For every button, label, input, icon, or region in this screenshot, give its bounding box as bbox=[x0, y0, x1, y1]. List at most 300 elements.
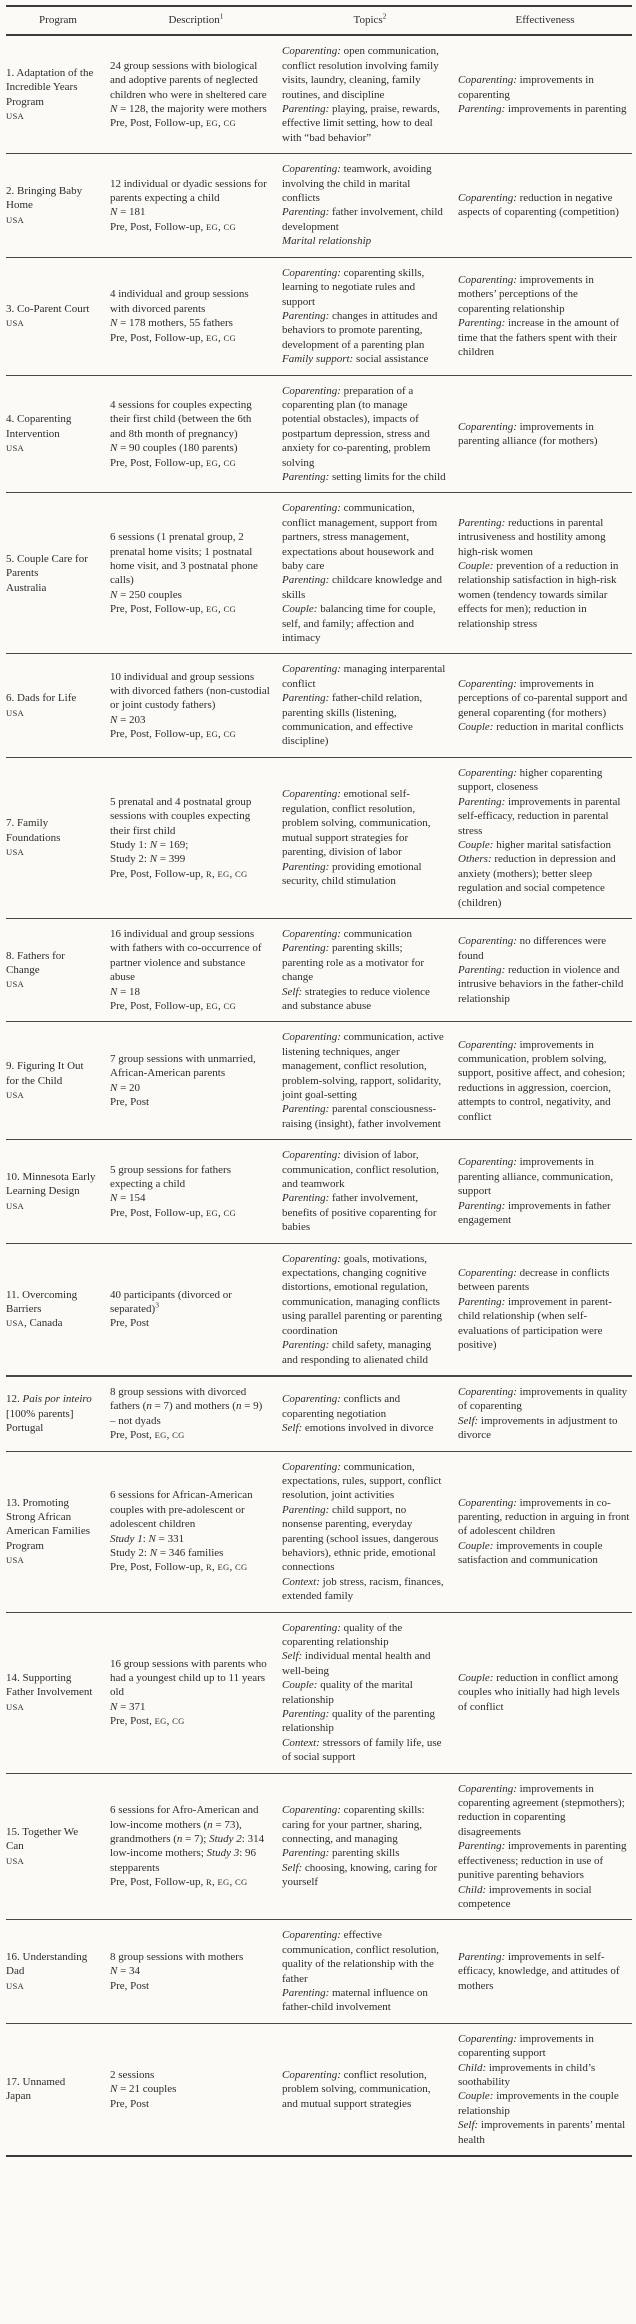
small-caps-text: R bbox=[205, 1877, 212, 1888]
italic-text: N bbox=[110, 985, 118, 998]
text-run: Pre, Post bbox=[110, 1096, 150, 1109]
italic-text: N bbox=[110, 1965, 118, 1978]
small-caps-text: CG bbox=[234, 1562, 248, 1573]
text-run: reduction in negative aspects of coparenting (competition) bbox=[458, 192, 619, 219]
topics-cell bbox=[282, 154, 458, 257]
text-run: = 181 bbox=[117, 206, 146, 219]
text-run: Portugal bbox=[6, 1421, 44, 1434]
program-cell bbox=[6, 1612, 110, 1773]
paragraph bbox=[282, 941, 446, 984]
small-caps-text: EG bbox=[154, 1716, 167, 1727]
text-run: Pre, Post, Follow-up, bbox=[110, 1206, 206, 1219]
small-caps-text: CG bbox=[223, 332, 236, 343]
description-cell bbox=[110, 1140, 282, 1243]
effectiveness-cell bbox=[458, 1243, 632, 1376]
text-run: higher coparenting support, closeness bbox=[458, 766, 603, 794]
paragraph bbox=[282, 205, 446, 234]
paragraph bbox=[6, 316, 98, 330]
text-run: 24 group sessions with biological and adoptive parents of neglected children who were in sheltered care bbox=[110, 59, 267, 101]
italic-text: Self: bbox=[282, 985, 303, 998]
table-row bbox=[6, 154, 632, 257]
italic-text: Parenting: bbox=[282, 1339, 330, 1352]
text-run: 11. Overcoming Barriers bbox=[6, 1288, 78, 1316]
text-run: , bbox=[166, 1715, 173, 1728]
effectiveness-cell bbox=[458, 918, 632, 1021]
paragraph bbox=[282, 1928, 446, 1986]
paragraph bbox=[110, 1714, 270, 1728]
topics-cell bbox=[282, 1376, 458, 1451]
small-caps-text: CG bbox=[223, 729, 236, 740]
text-run: open communication, conflict resolution involving family visits, laundry, cleaning, family routines, and discipline bbox=[282, 45, 439, 101]
small-caps-text: CG bbox=[223, 1207, 236, 1218]
text-run: goals, motivations, expectations, changing cognitive distortions, emotional regulation, communication, managing conflicts using parallel parenting or parenting coordination bbox=[282, 1252, 443, 1337]
text-run: Pre, Post bbox=[110, 2097, 150, 2110]
text-run: 9. Figuring It Out for the Child bbox=[6, 1060, 84, 1087]
description-cell bbox=[110, 757, 282, 918]
text-run: 17. Unnamed bbox=[6, 2075, 66, 2088]
program-cell bbox=[6, 1451, 110, 1612]
italic-text: Parenting: bbox=[458, 1199, 506, 1212]
small-caps-text: EG bbox=[205, 604, 218, 615]
text-run: , bbox=[229, 867, 235, 880]
text-run: setting limits for the child bbox=[329, 470, 446, 483]
paragraph bbox=[110, 852, 270, 866]
italic-text: Coparenting: bbox=[458, 1038, 517, 1051]
text-run: improvements in quality of coparenting bbox=[458, 1385, 628, 1413]
text-run: , bbox=[217, 117, 224, 130]
text-run: Pre, Post, Follow-up, bbox=[110, 220, 206, 233]
paragraph bbox=[458, 420, 630, 449]
table-row bbox=[6, 1451, 632, 1612]
text-run: 16. Understanding Dad bbox=[6, 1950, 88, 1978]
text-run: 13. Promoting Strong African American Families Program bbox=[6, 1496, 91, 1552]
paragraph bbox=[110, 1657, 270, 1700]
italic-text: Coparenting: bbox=[458, 1156, 517, 1169]
paragraph bbox=[458, 838, 630, 852]
description-cell bbox=[110, 1920, 282, 2023]
table-row bbox=[6, 1140, 632, 1243]
text-run: 2. Bringing Baby Home bbox=[6, 184, 83, 212]
effectiveness-cell bbox=[458, 654, 632, 757]
effectiveness-cell bbox=[458, 257, 632, 375]
paragraph bbox=[6, 552, 98, 581]
topics-cell bbox=[282, 1140, 458, 1243]
paragraph bbox=[458, 852, 630, 910]
paragraph bbox=[458, 1155, 630, 1198]
paragraph bbox=[282, 234, 446, 248]
text-run: : 96 stepparents bbox=[110, 1847, 257, 1874]
italic-text: Parenting: bbox=[458, 1295, 506, 1308]
italic-text: Coparenting: bbox=[282, 1929, 341, 1942]
text-run: Australia bbox=[6, 581, 47, 594]
small-caps-text: USA bbox=[6, 1318, 24, 1329]
paragraph bbox=[110, 713, 270, 727]
text-run: 6. Dads for Life bbox=[6, 692, 77, 705]
italic-text: N bbox=[110, 317, 118, 330]
italic-text: Parenting: bbox=[282, 1192, 330, 1205]
text-run: improvements in parenting bbox=[505, 103, 627, 116]
italic-text: Coparenting: bbox=[282, 163, 341, 176]
topics-cell bbox=[282, 1022, 458, 1140]
paragraph bbox=[110, 1803, 270, 1875]
paragraph bbox=[282, 1678, 446, 1707]
italic-text: Coparenting: bbox=[282, 1621, 341, 1634]
italic-text: Self: bbox=[282, 1650, 303, 1663]
italic-text: N bbox=[110, 1192, 118, 1205]
paragraph bbox=[458, 73, 630, 102]
paragraph bbox=[6, 1088, 98, 1102]
text-run: Pre, Post, Follow-up, bbox=[110, 331, 206, 344]
italic-text: N bbox=[110, 2083, 118, 2096]
paragraph bbox=[110, 398, 270, 441]
description-cell bbox=[110, 918, 282, 1021]
table-row bbox=[6, 1920, 632, 2023]
text-run: Effectiveness bbox=[515, 14, 575, 26]
italic-text: Parenting: bbox=[282, 692, 330, 705]
small-caps-text: CG bbox=[234, 868, 248, 879]
paragraph bbox=[110, 102, 270, 116]
italic-text: Coparenting: bbox=[458, 677, 517, 690]
text-run: = 250 couples bbox=[117, 588, 182, 601]
text-run: improvements in coparenting agreement (stepmothers); reduction in coparenting disagreements bbox=[458, 1782, 625, 1838]
paragraph bbox=[282, 266, 446, 309]
paragraph bbox=[6, 1700, 98, 1714]
text-run: Pre, Post, bbox=[110, 1429, 155, 1442]
paragraph bbox=[6, 1170, 98, 1199]
topics-cell bbox=[282, 918, 458, 1021]
description-cell bbox=[110, 1243, 282, 1376]
italic-text: Coparenting: bbox=[282, 1393, 341, 1406]
italic-text: Couple: bbox=[458, 838, 494, 851]
effectiveness-cell bbox=[458, 1612, 632, 1773]
small-caps-text: CG bbox=[172, 1430, 185, 1441]
program-cell bbox=[6, 1773, 110, 1920]
description-cell bbox=[110, 1376, 282, 1451]
text-run: reduction in marital conflicts bbox=[493, 721, 624, 734]
program-cell bbox=[6, 493, 110, 654]
text-run: Study 2: bbox=[110, 853, 150, 866]
paragraph bbox=[282, 1621, 446, 1650]
paragraph bbox=[282, 860, 446, 889]
paragraph bbox=[282, 985, 446, 1014]
paragraph bbox=[6, 1825, 98, 1854]
text-run: = 34 bbox=[117, 1965, 141, 1978]
text-run: improvements in child’s soothability bbox=[458, 2061, 596, 2088]
text-run: stressors of family life, use of social support bbox=[282, 1736, 442, 1764]
text-run: Topics bbox=[353, 14, 383, 26]
paragraph bbox=[110, 1700, 270, 1714]
text-run: emotions involved in divorce bbox=[302, 1421, 434, 1434]
italic-text: Couple: bbox=[458, 1672, 494, 1685]
paragraph bbox=[458, 1539, 630, 1568]
paragraph bbox=[110, 1560, 270, 1574]
italic-text: Couple: bbox=[458, 560, 494, 572]
italic-text: Couple: bbox=[458, 2090, 494, 2103]
topics-cell bbox=[282, 2023, 458, 2156]
paragraph bbox=[6, 1979, 98, 1993]
italic-text: Parenting: bbox=[458, 1840, 506, 1853]
paragraph bbox=[6, 581, 98, 595]
text-run: improvements in mothers’ perceptions of the coparenting relationship bbox=[458, 273, 594, 315]
paragraph bbox=[6, 1553, 98, 1567]
program-cell bbox=[6, 1140, 110, 1243]
small-caps-text: USA bbox=[6, 214, 24, 225]
small-caps-text: CG bbox=[234, 1877, 248, 1888]
small-caps-text: USA bbox=[6, 1200, 24, 1211]
paragraph bbox=[110, 588, 270, 602]
text-run: = 7); bbox=[182, 1833, 210, 1846]
paragraph bbox=[6, 845, 98, 859]
text-run: playing, praise, rewards, effective limit setting, how to deal with “bad behavior” bbox=[282, 103, 440, 144]
paragraph bbox=[282, 1503, 446, 1575]
topics-cell bbox=[282, 375, 458, 493]
text-run: improvements in communication, problem solving, support, positive affect, and cohesion; reductions in aggression, coercion, attempts to control, negativity, and conflict bbox=[458, 1038, 626, 1123]
effectiveness-cell bbox=[458, 1920, 632, 2023]
text-run: 6 sessions for African-American couples with pre-adolescent or adolescent children bbox=[110, 1489, 253, 1531]
text-run: = 399 bbox=[157, 853, 186, 866]
italic-text: Family support: bbox=[282, 353, 354, 366]
italic-text: Child: bbox=[458, 2061, 487, 2074]
table-row bbox=[6, 1022, 632, 1140]
paragraph bbox=[282, 1649, 446, 1678]
text-run: child support, no nonsense parenting, everyday parenting (school issues, dangerous behaviors), ethnic pride, emotional connections bbox=[282, 1503, 439, 1574]
small-caps-text: EG bbox=[205, 1000, 218, 1011]
paragraph bbox=[110, 441, 270, 455]
small-caps-text: USA bbox=[6, 1090, 24, 1100]
paragraph bbox=[282, 1861, 446, 1890]
text-run: 4 sessions for couples expecting their first child (between the 6th and 8th month of pregnancy) bbox=[110, 398, 252, 440]
italic-text: Coparenting: bbox=[282, 2068, 341, 2081]
italic-text: Parenting: bbox=[458, 963, 506, 976]
italic-text: Parenting: bbox=[282, 1103, 330, 1116]
italic-text: Coparenting: bbox=[458, 935, 517, 948]
col-header-topics bbox=[282, 6, 458, 35]
superscript-note-marker: 3 bbox=[155, 1300, 159, 1310]
italic-text: Parenting: bbox=[282, 1503, 330, 1516]
small-caps-text: EG bbox=[217, 868, 230, 879]
text-run: improvements in parental self-efficacy, reduction in parental stress bbox=[458, 795, 621, 837]
text-run: 6 sessions (1 prenatal group, 2 prenatal home visits; 1 postnatal home visit, and 3 postnatal phone calls) bbox=[110, 531, 258, 587]
paragraph bbox=[110, 1875, 270, 1889]
table-row bbox=[6, 1243, 632, 1376]
superscript-note-marker: 2 bbox=[382, 11, 387, 21]
text-run: = 9) – not dyads bbox=[110, 1400, 263, 1427]
paragraph bbox=[6, 1671, 98, 1700]
paragraph bbox=[110, 795, 270, 838]
text-run: = 73), grandmothers ( bbox=[110, 1818, 242, 1846]
paragraph bbox=[110, 602, 270, 616]
text-run: improvements in parenting alliance (for mothers) bbox=[458, 420, 598, 447]
italic-text: N bbox=[149, 1546, 158, 1559]
text-run: balancing time for couple, self, and family; affection and intimacy bbox=[282, 603, 436, 645]
paragraph bbox=[282, 1986, 446, 2015]
paragraph bbox=[282, 1392, 446, 1421]
paragraph bbox=[6, 412, 98, 441]
effectiveness-cell bbox=[458, 493, 632, 654]
text-run: 10 individual and group sessions with divorced fathers (non-custodial or joint custody fathers) bbox=[110, 670, 270, 712]
italic-text: N bbox=[149, 838, 158, 851]
text-run: 5 group sessions for fathers expecting a child bbox=[110, 1163, 231, 1191]
paragraph bbox=[110, 985, 270, 999]
paragraph bbox=[6, 184, 98, 213]
effectiveness-cell bbox=[458, 1140, 632, 1243]
text-run: improvements in coparenting bbox=[458, 74, 594, 101]
small-caps-text: CG bbox=[223, 1000, 236, 1011]
small-caps-text: CG bbox=[223, 604, 236, 615]
paragraph bbox=[458, 934, 630, 963]
paragraph bbox=[458, 1038, 630, 1124]
paragraph bbox=[6, 1392, 98, 1421]
text-run: teamwork, avoiding involving the child in marital conflicts bbox=[282, 163, 432, 205]
paragraph bbox=[282, 309, 446, 352]
program-cell bbox=[6, 257, 110, 375]
text-run: = 18 bbox=[117, 985, 141, 998]
paragraph bbox=[6, 1496, 98, 1554]
text-run: Study 2: bbox=[110, 1546, 150, 1559]
italic-text: Parenting: bbox=[282, 309, 330, 322]
table-row bbox=[6, 1773, 632, 1920]
program-cell bbox=[6, 654, 110, 757]
text-run: division of labor, communication, conflict resolution, and teamwork bbox=[282, 1149, 440, 1191]
paragraph bbox=[282, 787, 446, 859]
paragraph bbox=[458, 1385, 630, 1414]
italic-text: Coparenting: bbox=[458, 1385, 517, 1398]
table-header bbox=[6, 6, 632, 35]
table-row bbox=[6, 2023, 632, 2156]
topics-cell bbox=[282, 1612, 458, 1773]
small-caps-text: CG bbox=[223, 457, 236, 468]
text-run: Pre, Post, Follow-up, bbox=[110, 603, 206, 616]
italic-text: Child: bbox=[458, 1883, 487, 1896]
paragraph bbox=[110, 1488, 270, 1531]
small-caps-text: USA bbox=[6, 979, 24, 990]
text-run: 4 individual and group sessions with divorced parents bbox=[110, 288, 249, 315]
text-run: emotional self-regulation, conflict resolution, problem solving, communication, mutual support strategies for parenting, division of labor bbox=[282, 788, 431, 859]
paragraph bbox=[282, 1846, 446, 1860]
small-caps-text: CG bbox=[172, 1716, 185, 1727]
text-run: 5. Couple Care for Parents bbox=[6, 552, 88, 580]
paragraph bbox=[282, 162, 446, 205]
italic-text: Coparenting: bbox=[458, 420, 517, 433]
text-run: = 90 couples (180 parents) bbox=[117, 442, 238, 455]
text-run: = 20 bbox=[117, 1081, 141, 1094]
topics-cell bbox=[282, 493, 458, 654]
text-run: , bbox=[217, 728, 224, 741]
paragraph bbox=[458, 795, 630, 838]
paragraph bbox=[282, 1191, 446, 1234]
text-run: , bbox=[217, 1206, 224, 1219]
text-run: improvements in parenting effectiveness; reduction in use of punitive parenting behaviors bbox=[458, 1840, 627, 1882]
paragraph bbox=[110, 59, 270, 102]
text-run: reduction in violence and intrusive behaviors in the father-child relationship bbox=[458, 963, 624, 1005]
italic-text: Coparenting: bbox=[458, 192, 517, 205]
italic-text: n bbox=[146, 1400, 152, 1413]
paragraph bbox=[110, 1316, 270, 1330]
text-run: child safety, managing and responding to alienated child bbox=[282, 1339, 432, 1366]
italic-text: Coparenting: bbox=[282, 788, 341, 801]
text-run: 8 group sessions with divorced fathers ( bbox=[110, 1385, 247, 1413]
paragraph bbox=[6, 2075, 98, 2089]
text-run: Pre, Post, Follow-up, bbox=[110, 456, 206, 469]
text-run: = 178 mothers, 55 fathers bbox=[117, 317, 233, 330]
paragraph bbox=[282, 662, 446, 691]
text-run: = 128, the majority were mothers bbox=[117, 103, 267, 116]
italic-text: N bbox=[149, 853, 158, 866]
table-row bbox=[6, 257, 632, 375]
italic-text: Parenting: bbox=[458, 516, 506, 529]
italic-text: Coparenting: bbox=[282, 502, 341, 515]
paragraph bbox=[110, 220, 270, 234]
paragraph bbox=[458, 1671, 630, 1714]
text-run: increase in the amount of time that the fathers spent with their children bbox=[458, 317, 620, 358]
text-run: , bbox=[229, 1561, 235, 1574]
small-caps-text: CG bbox=[223, 221, 236, 232]
text-run: coparenting skills: caring for your partner, sharing, connecting, and managing bbox=[282, 1804, 425, 1846]
paragraph bbox=[282, 102, 446, 145]
italic-text: Pais por inteiro bbox=[22, 1393, 92, 1406]
paragraph bbox=[110, 670, 270, 713]
paragraph bbox=[110, 116, 270, 130]
italic-text: Parenting: bbox=[282, 206, 330, 219]
italic-text: Parenting: bbox=[282, 470, 330, 483]
effectiveness-cell bbox=[458, 1376, 632, 1451]
paragraph bbox=[282, 2068, 446, 2111]
table-row bbox=[6, 1612, 632, 1773]
small-caps-text: USA bbox=[6, 318, 24, 329]
italic-text: Study 2 bbox=[209, 1833, 242, 1846]
text-run: 16 individual and group sessions with fathers with co-occurrence of partner violence and substance abuse bbox=[110, 927, 262, 984]
text-run: , bbox=[217, 220, 224, 233]
topics-cell bbox=[282, 757, 458, 918]
text-run: , bbox=[211, 867, 218, 880]
paragraph bbox=[282, 691, 446, 749]
paragraph bbox=[6, 213, 98, 227]
paragraph bbox=[110, 1964, 270, 1978]
italic-text: Coparenting: bbox=[282, 1031, 341, 1044]
text-run: = 169; bbox=[157, 838, 189, 851]
text-run: parenting skills bbox=[329, 1847, 400, 1860]
paragraph bbox=[458, 720, 630, 734]
paragraph bbox=[110, 1950, 270, 1964]
text-run: childcare knowledge and skills bbox=[282, 574, 442, 601]
paragraph bbox=[110, 2082, 270, 2096]
paragraph bbox=[6, 977, 98, 991]
paragraph bbox=[458, 559, 630, 631]
paragraph bbox=[282, 1707, 446, 1736]
italic-text: N bbox=[110, 103, 118, 116]
italic-text: Coparenting: bbox=[282, 1804, 341, 1817]
italic-text: Coparenting: bbox=[458, 273, 517, 286]
text-run: 14. Supporting Father Involvement bbox=[6, 1672, 93, 1699]
text-run: : 314 low-income mothers; bbox=[110, 1833, 265, 1860]
paragraph bbox=[282, 1102, 446, 1131]
small-caps-text: USA bbox=[6, 1701, 24, 1712]
effectiveness-cell bbox=[458, 1022, 632, 1140]
text-run: improvements in the couple relationship bbox=[458, 2090, 619, 2117]
paragraph bbox=[458, 516, 630, 559]
text-run: 40 participants (divorced or separated) bbox=[110, 1288, 232, 1316]
paragraph bbox=[110, 456, 270, 470]
paragraph bbox=[6, 706, 98, 720]
paragraph bbox=[282, 1252, 446, 1338]
paragraph bbox=[110, 331, 270, 345]
text-run: Description bbox=[168, 14, 220, 26]
paragraph bbox=[282, 1338, 446, 1367]
description-cell bbox=[110, 1451, 282, 1612]
text-run: 10. Minnesota Early Learning Design bbox=[6, 1170, 96, 1198]
italic-text: Parenting: bbox=[458, 1950, 506, 1963]
italic-text: Couple: bbox=[282, 1679, 318, 1692]
